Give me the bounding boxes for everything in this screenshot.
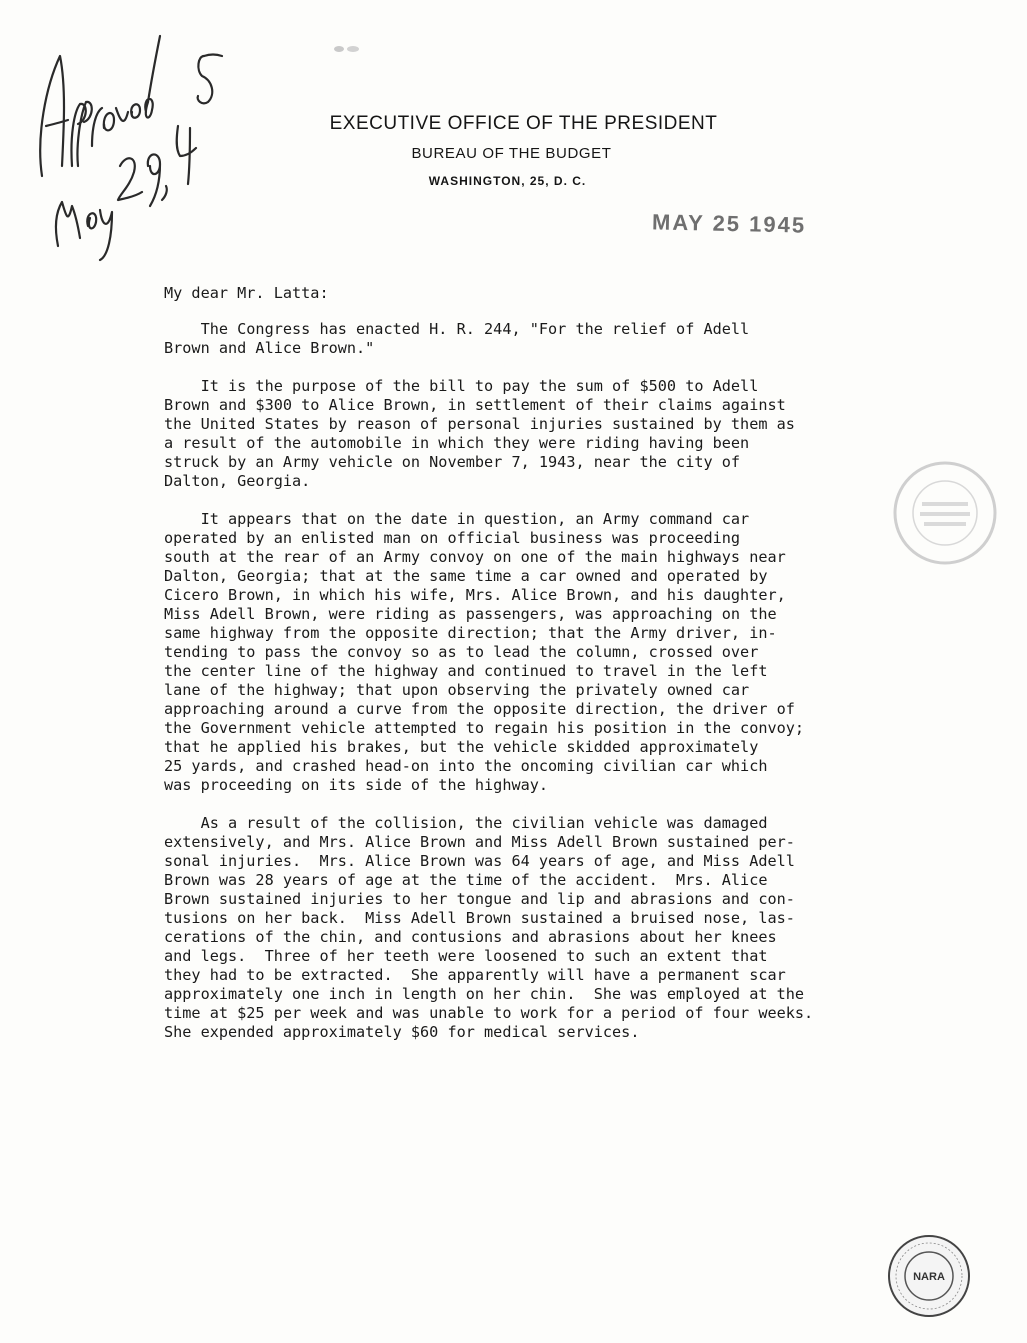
text-line: sonal injuries. Mrs. Alice Brown was 64 years of age, and Miss Adell bbox=[164, 852, 795, 870]
text-line: As a result of the collision, the civilian vehicle was damaged bbox=[164, 814, 768, 832]
text-line: tusions on her back. Miss Adell Brown sustained a bruised nose, las- bbox=[164, 909, 795, 927]
svg-text:NARA: NARA bbox=[913, 1271, 945, 1283]
text-line: approximately one inch in length on her chin. She was employed at the bbox=[164, 985, 805, 1003]
text-line: Miss Adell Brown, were riding as passengers, was approaching on the bbox=[164, 605, 777, 623]
text-line: that he applied his brakes, but the vehicle skidded approximately bbox=[164, 738, 759, 756]
text-line: south at the rear of an Army convoy on one of the main highways near bbox=[164, 548, 786, 566]
letterhead-bureau: BUREAU OF THE BUDGET bbox=[411, 145, 612, 162]
letter-paragraphs bbox=[164, 320, 904, 1042]
paragraph bbox=[164, 814, 904, 1042]
text-line: Dalton, Georgia; that at the same time a car owned and operated by bbox=[164, 567, 768, 585]
text-line: Brown was 28 years of age at the time of the accident. Mrs. Alice bbox=[164, 871, 768, 889]
nara-library-seal bbox=[886, 1233, 972, 1319]
paragraph bbox=[164, 320, 904, 358]
text-line: and legs. Three of her teeth were loosened to such an extent that bbox=[164, 947, 768, 965]
paragraph bbox=[164, 377, 904, 491]
text-line: a result of the automobile in which they were riding having been bbox=[164, 434, 750, 452]
text-line: they had to be extracted. She apparently will have a permanent scar bbox=[164, 966, 786, 984]
text-line: operated by an enlisted man on official business was proceeding bbox=[164, 529, 741, 547]
text-line: The Congress has enacted H. R. 244, "For the relief of Adell bbox=[164, 320, 750, 338]
text-line: the Government vehicle attempted to regain his position in the convoy; bbox=[164, 719, 805, 737]
salutation: My dear Mr. Latta: bbox=[164, 284, 329, 302]
text-line: Cicero Brown, in which his wife, Mrs. Alice Brown, and his daughter, bbox=[164, 586, 786, 604]
paragraph bbox=[164, 510, 904, 795]
letter-body bbox=[164, 284, 904, 1061]
text-line: the United States by reason of personal injuries sustained by them as bbox=[164, 415, 795, 433]
ink-smudge bbox=[333, 44, 361, 54]
text-line: the center line of the highway and continued to travel in the left bbox=[164, 662, 768, 680]
text-line: was proceeding on its side of the highway. bbox=[164, 776, 549, 794]
archive-embossed-seal bbox=[890, 458, 1000, 568]
letterhead-city: WASHINGTON, 25, D. C. bbox=[428, 174, 587, 188]
text-line: tending to pass the convoy so as to lead the column, crossed over bbox=[164, 643, 759, 661]
handwritten-approval-note bbox=[28, 16, 228, 266]
text-line: It is the purpose of the bill to pay the sum of $500 to Adell bbox=[164, 377, 759, 395]
text-line: Brown sustained injuries to her tongue and lip and abrasions and con- bbox=[164, 890, 795, 908]
text-line: extensively, and Mrs. Alice Brown and Miss Adell Brown sustained per- bbox=[164, 833, 795, 851]
letterhead-office: EXECUTIVE OFFICE OF THE PRESIDENT bbox=[329, 113, 718, 134]
text-line: approaching around a curve from the opposite direction, the driver of bbox=[164, 700, 795, 718]
text-line: Dalton, Georgia. bbox=[164, 472, 311, 490]
text-line: She expended approximately $60 for medical services. bbox=[164, 1023, 640, 1041]
text-line: Brown and $300 to Alice Brown, in settlement of their claims against bbox=[164, 396, 786, 414]
text-line: struck by an Army vehicle on November 7, 1943, near the city of bbox=[164, 453, 741, 471]
text-line: Brown and Alice Brown." bbox=[164, 339, 375, 357]
date-received-stamp: MAY 25 1945 bbox=[651, 209, 807, 238]
text-line: time at $25 per week and was unable to work for a period of four weeks. bbox=[164, 1004, 814, 1022]
text-line: cerations of the chin, and contusions and abrasions about her knees bbox=[164, 928, 777, 946]
text-line: 25 yards, and crashed head-on into the oncoming civilian car which bbox=[164, 757, 768, 775]
text-line: It appears that on the date in question, an Army command car bbox=[164, 510, 750, 528]
text-line: same highway from the opposite direction; that the Army driver, in- bbox=[164, 624, 777, 642]
text-line: lane of the highway; that upon observing the privately owned car bbox=[164, 681, 750, 699]
